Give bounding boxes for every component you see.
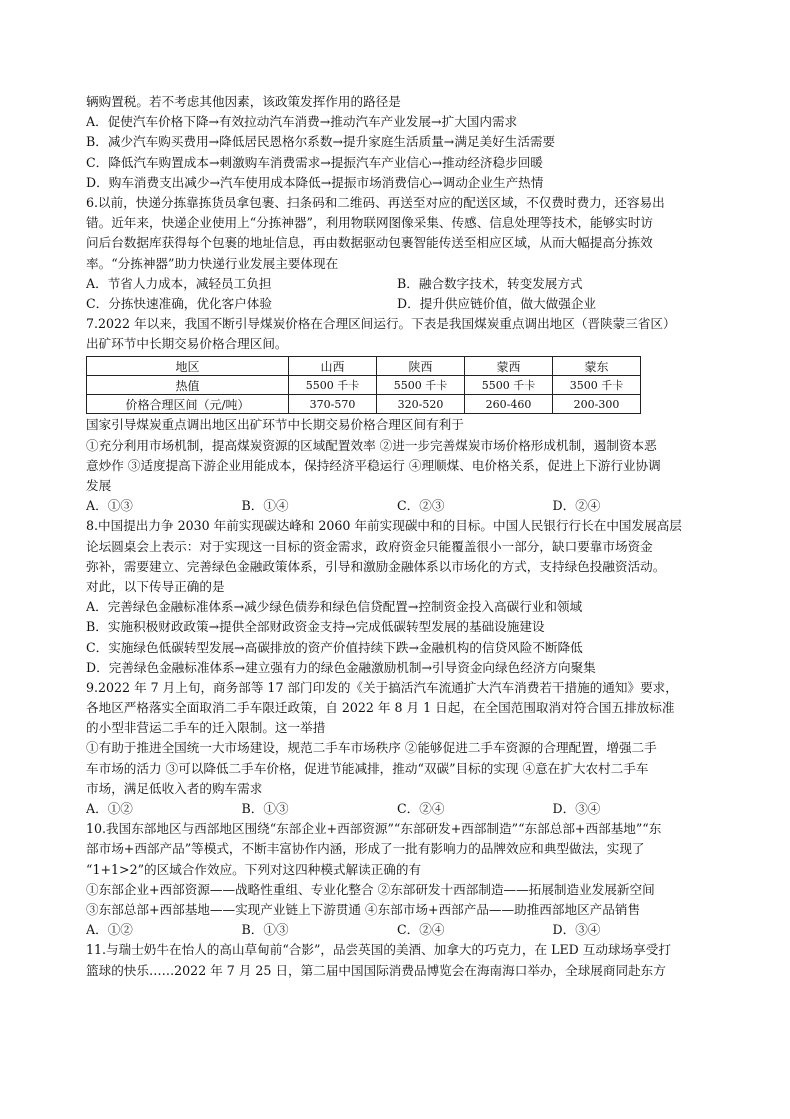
- exam-page: [86, 92, 708, 981]
- option-d: D．购车消费支出减少→汽车使用成本降低→提振市场消费信心→调动企业生产热情: [86, 174, 544, 190]
- options-row: [86, 274, 708, 294]
- question-10: [86, 819, 708, 940]
- question-text-line: 6.以前，快递分拣靠拣货员拿包裹、扫条码和二维码、再送至对应的配送区域，不仅费时费力，还容易出: [86, 194, 665, 210]
- table-header-row: [87, 357, 641, 376]
- table-cell: 320-520: [377, 395, 465, 414]
- option-d: D．提升供应链价值，做大做强企业: [397, 295, 597, 311]
- coal-price-table: [86, 356, 641, 414]
- option-b: B．①④: [241, 498, 289, 514]
- options-row: [86, 294, 708, 314]
- question-text-line: 篮球的快乐……2022 年 7 月 25 日，第二届中国国际消费品博览会在海南海口举办，全球展商同赴东方: [86, 962, 666, 978]
- statement-line: 车市场的活力 ③可以降低二手车价格，促进节能减排，推动“双碳”目标的实现 ④意在扩大农村二手车: [86, 760, 649, 776]
- statement-line: ①充分利用市场机制，提高煤炭资源的区域配置效率 ②进一步完善煤炭市场价格形成机制，遏制资本恶: [86, 437, 657, 453]
- option-c: C．②④: [397, 801, 445, 816]
- option-b: B．实施积极财政政策→提供全部财政资金支持→完成低碳转型发展的基础设施建设: [86, 619, 545, 635]
- option-a: A．①③: [86, 498, 133, 514]
- table-cell: 5500 千卡: [377, 376, 465, 395]
- question-text-line: 8.中国提出力争 2030 年前实现碳达峰和 2060 年前实现碳中和的目标。中国人民银行行长在中国发展高层: [86, 518, 682, 534]
- statement-line: 意炒作 ③适度提高下游企业用能成本，保持经济平稳运行 ④理顺煤、电价格关系，促进上下游行业协调: [86, 457, 661, 473]
- statement-line: ③东部总部+西部基地——实现产业链上下游贯通 ④东部市场+西部产品——助推西部地区产品销售: [86, 901, 641, 917]
- table-cell: 热值: [87, 376, 289, 395]
- question-8: [86, 516, 708, 678]
- table-cell: 370-570: [289, 395, 377, 414]
- question-text-line: 11.与瑞士奶牛在怡人的高山草甸前“合影”，品尝英国的美酒、加拿大的巧克力，在 LED 互动球场享受打: [86, 942, 671, 958]
- question-text-line: 7.2022 年以来，我国不断引导煤炭价格在合理区间运行。下表是我国煤炭重点调出地区（晋陕蒙三省区）: [86, 316, 676, 332]
- table-header-cell: 蒙东: [553, 357, 641, 376]
- option-d: D．③④: [552, 801, 601, 816]
- options-row: [86, 920, 708, 940]
- question-text-line: 率。“分拣神器”助力快递行业发展主要体现在: [86, 255, 339, 271]
- option-a: A．①②: [86, 922, 133, 938]
- question-text-line: 的小型非营运二手车的迁入限制。这一举措: [86, 720, 326, 736]
- table-row: [87, 395, 641, 414]
- question-text-line: 各地区严格落实全面取消二手车限迁政策，自 2022 年 8 月 1 日起，在全国范围取消对符合国五排放标准: [86, 700, 675, 716]
- table-cell: 价格合理区间（元/吨）: [87, 395, 289, 414]
- question-text-line: 问后台数据库获得每个包裹的地址信息，再由数据驱动包裹智能传送至相应区域，从而大幅提高分拣效: [86, 235, 653, 251]
- question-text-line: 出矿环节中长期交易价格合理区间。: [86, 336, 288, 352]
- option-a: A．促使汽车价格下降→有效拉动汽车消费→推动汽车产业发展→扩大国内需求: [86, 114, 518, 130]
- question-text-line: 对此，以下传导正确的是: [86, 578, 225, 594]
- table-cell: 260-460: [465, 395, 553, 414]
- statement-line: ①有助于推进全国统一大市场建设，规范二手车市场秩序 ②能够促进二手车资源的合理配置，增强二手: [86, 740, 657, 756]
- option-a: A．节省人力成本，减轻员工负担: [86, 275, 272, 291]
- question-text-line: 错。近年来，快递企业使用上“分拣神器”，利用物联网图像采集、传感、信息处理等技术，能够实时访: [86, 215, 654, 231]
- option-a: A．①②: [86, 801, 133, 816]
- question-text-line: “1+1>2”的区域合作效应。下列对这四种模式解读正确的有: [86, 861, 422, 877]
- option-d: D．③④: [552, 922, 601, 938]
- table-cell: 5500 千卡: [465, 376, 553, 395]
- statement-line: ①东部企业+西部资源——战略性重组、专业化整合 ②东部研发十西部制造——拓展制造业发展新空间: [86, 881, 655, 897]
- option-b: B．减少汽车购买费用→降低居民恩格尔系数→提升家庭生活质量→满足美好生活需要: [86, 134, 556, 150]
- table-cell: 200-300: [553, 395, 641, 414]
- table-cell: 5500 千卡: [289, 376, 377, 395]
- option-c: C．②④: [397, 922, 445, 938]
- table-cell: 3500 千卡: [553, 376, 641, 395]
- question-text-line: 辆购置税。若不考虑其他因素，该政策发挥作用的路径是: [86, 94, 401, 109]
- option-c: C．降低汽车购置成本→刺激购车消费需求→提振汽车产业信心→推动经济稳步回暖: [86, 154, 543, 170]
- table-row: [87, 376, 641, 395]
- option-b: B．融合数字技术，转变发展方式: [397, 275, 583, 291]
- option-d: D．完善绿色金融标准体系→建立强有力的绿色金融激励机制→引导资金向绿色经济方向聚集: [86, 659, 596, 675]
- option-c: C．②③: [397, 498, 445, 514]
- question-7: [86, 314, 708, 516]
- question-text-line: 部市场+西部产品”等模式，不断丰富协作内涵，形成了一批有影响力的品牌效应和典型做法，实现了: [86, 841, 645, 857]
- question-11: [86, 940, 708, 980]
- option-b: B．①③: [241, 801, 289, 816]
- table-header-cell: 地区: [87, 357, 289, 376]
- question-text-line: 9.2022 年 7 月上旬，商务部等 17 部门印发的《关于搞活汽车流通扩大汽车消费若干措施的通知》要求，: [86, 679, 678, 695]
- question-text-line: 论坛圆桌会上表示：对于实现这一目标的资金需求，政府资金只能覆盖很小一部分，缺口要靠市场资金: [86, 538, 653, 554]
- question-text-line: 国家引导煤炭重点调出地区出矿环节中长期交易价格合理区间有利于: [86, 417, 464, 433]
- question-6: [86, 193, 708, 314]
- option-c: C．分拣快速准确，优化客户体验: [86, 295, 272, 311]
- option-b: B．①③: [241, 922, 289, 938]
- question-5: [86, 92, 708, 193]
- option-d: D．②④: [552, 498, 601, 514]
- question-9: [86, 678, 708, 819]
- table-header-cell: 蒙西: [465, 357, 553, 376]
- question-text-line: 弥补，需要建立、完善绿色金融政策体系，引导和激励金融体系以市场化的方式，支持绿色投融资活动。: [86, 558, 666, 574]
- option-c: C．实施绿色低碳转型发展→高碳排放的资产价值持续下跌→金融机构的信贷风险不断降低: [86, 639, 583, 655]
- statement-line: 发展: [86, 478, 112, 493]
- options-row: [86, 799, 708, 819]
- statement-line: 市场，满足低收入者的购车需求: [86, 780, 263, 796]
- option-a: A．完善绿色金融标准体系→减少绿色债券和绿色信贷配置→控制资金投入高碳行业和领域: [86, 599, 583, 615]
- table-header-cell: 陕西: [377, 357, 465, 376]
- options-row: [86, 496, 708, 516]
- table-header-cell: 山西: [289, 357, 377, 376]
- question-text-line: 10.我国东部地区与西部地区围绕“东部企业+西部资源”“东部研发+西部制造”“东部总部+西部基地”“东: [86, 821, 662, 837]
